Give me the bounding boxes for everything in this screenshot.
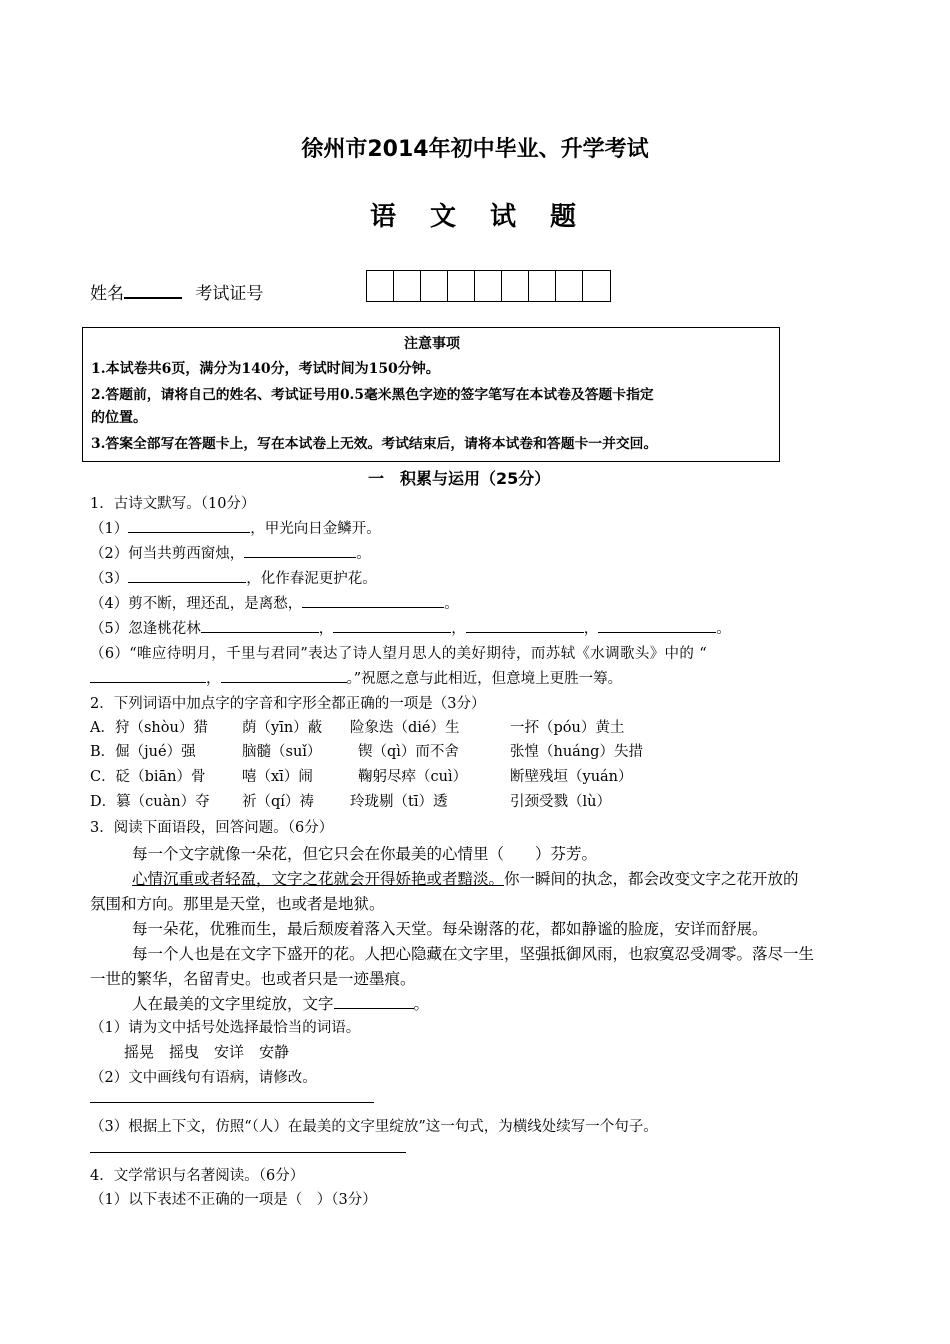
answer-blank[interactable] xyxy=(334,993,414,1009)
answer-blank[interactable] xyxy=(128,567,246,583)
exam-title: 徐州市2014年初中毕业、升学考试 xyxy=(301,137,649,162)
q2-option-b-1[interactable]: B．倔（jué）强 xyxy=(90,744,196,760)
notice-line-3: 的位置。 xyxy=(91,410,147,426)
q3-sub1: （1）请为文中括号处选择最恰当的词语。 xyxy=(90,1020,361,1036)
section-title: 一 积累与运用（25分） xyxy=(368,469,551,488)
q3-para1: 每一个文字就像一朵花，但它只会在你最美的心情里（ ）芬芳。 xyxy=(132,845,598,863)
q1-p6-end: 。”祝愿之意与此相近，但意境上更胜一筹。 xyxy=(346,671,623,687)
q2-option-a-4: 一抔（póu）黄土 xyxy=(510,720,625,736)
q1-p5-text: （5）忽逢桃花林 xyxy=(90,621,201,637)
id-box[interactable] xyxy=(502,271,529,301)
id-box[interactable] xyxy=(475,271,502,301)
q2-option-c-2: 嘻（xī）闹 xyxy=(242,769,313,785)
q2-stem: 2．下列词语中加点字的字音和字形全都正确的一项是（3分） xyxy=(90,696,486,712)
q2-option-d-3: 玲珑剔（tī）透 xyxy=(350,794,448,810)
name-blank[interactable] xyxy=(124,282,182,299)
q4-stem: 4．文学常识与名著阅读。（6分） xyxy=(90,1168,305,1184)
q1-part4 xyxy=(90,592,459,613)
comma: ， xyxy=(583,621,599,637)
notice-line-1: 1.本试卷共6页，满分为140分，考试时间为150分钟。 xyxy=(91,361,440,377)
answer-blank[interactable] xyxy=(598,617,716,633)
notice-heading: 注意事项 xyxy=(404,336,460,352)
id-box[interactable] xyxy=(556,271,583,301)
q1-part2 xyxy=(90,542,371,563)
q2-option-c-4: 断壁残垣（yuán） xyxy=(510,769,633,785)
comma: ， xyxy=(318,621,334,637)
q1-part5 xyxy=(90,617,731,638)
q2-option-d-1[interactable]: D．篡（cuàn）夺 xyxy=(90,794,210,810)
q3-para5-start: 人在最美的文字里绽放，文字 xyxy=(132,995,334,1013)
notice-line-2: 2.答题前，请将自己的姓名、考试证号用0.5毫米黑色字迹的签字笔写在本试卷及答题卡指定 xyxy=(91,387,654,403)
q2-option-a-3: 险象迭（dié）生 xyxy=(350,720,460,736)
q1-part1 xyxy=(90,517,381,538)
id-box[interactable] xyxy=(394,271,421,301)
name-field xyxy=(90,279,263,304)
id-box[interactable] xyxy=(583,271,610,301)
q2-option-b-3: 锲（qì）而不舍 xyxy=(358,744,459,760)
q1-p1-text: ，甲光向日金鳞开。 xyxy=(250,521,381,537)
q3-para4-line1: 每一个人也是在文字下盛开的花。人把心隐藏在文字里，坚强抵御风雨，也寂寞忍受凋零。落尽一生 xyxy=(132,945,815,963)
q2-option-c-3: 鞠躬尽瘁（cuì） xyxy=(358,769,468,785)
subject-title: 语 文 试 题 xyxy=(369,202,580,232)
q2-option-b-2: 脑髓（suǐ） xyxy=(242,744,322,760)
name-label: 姓名 xyxy=(90,284,124,304)
id-number-boxes[interactable] xyxy=(366,270,611,302)
q4-sub1: （1）以下表述不正确的一项是（ ）（3分） xyxy=(90,1192,377,1208)
q3-para4-line2: 一世的繁华，名留青史。也或者只是一迹墨痕。 xyxy=(90,970,416,988)
answer-blank[interactable] xyxy=(302,592,444,608)
q3-options: 摇晃 摇曳 安详 安静 xyxy=(124,1043,290,1061)
q2-option-d-2: 祈（qí）祷 xyxy=(242,794,314,810)
q2-option-b-4: 张惶（huáng）失措 xyxy=(510,744,643,760)
q2-option-a-2: 荫（yīn）蔽 xyxy=(242,720,323,736)
q3-para3: 每一朵花，优雅而生，最后颓废着落入天堂。每朵谢落的花，都如静谧的脸庞，安详而舒展。 xyxy=(132,920,768,938)
q3-sub3: （3）根据上下文，仿照“（人）在最美的文字里绽放”这一句式，为横线处续写一个句子。 xyxy=(90,1119,658,1135)
q2-option-c-1[interactable]: C．砭（biān）骨 xyxy=(90,769,206,785)
id-label: 考试证号 xyxy=(195,284,264,304)
q1-p2-end: 。 xyxy=(356,546,371,562)
answer-blank[interactable] xyxy=(333,617,451,633)
q3-underlined-sentence: 心情沉重或者轻盈，文字之花就会开得娇艳或者黯淡。 xyxy=(132,870,505,888)
answer-blank[interactable] xyxy=(128,517,250,533)
q1-p3-num: （3） xyxy=(90,571,129,587)
q3-para5-end: 。 xyxy=(413,995,430,1013)
period: 。 xyxy=(716,621,731,637)
q3-para2-rest: 你一瞬间的执念，都会改变文字之花开放的 xyxy=(504,870,799,888)
q1-stem: 1．古诗文默写。（10分） xyxy=(90,496,256,512)
q2-option-d-4: 引颈受戮（lù） xyxy=(510,794,611,810)
answer-blank[interactable] xyxy=(90,667,206,683)
notice-box xyxy=(82,327,780,462)
q3-para2-line2: 氛围和方向。那里是天堂，也或者是地狱。 xyxy=(90,895,385,913)
id-box[interactable] xyxy=(367,271,394,301)
answer-blank[interactable] xyxy=(244,542,356,558)
q1-part6-line1: （6）“唯应待明月，千里与君同”表达了诗人望月思人的美好期待，而苏轼《水调歌头》中的 “ xyxy=(90,646,707,662)
q1-p4-text: （4）剪不断，理还乱，是离愁， xyxy=(90,596,303,612)
q3-para2-line1 xyxy=(132,867,799,889)
q3-sub2: （2）文中画线句有语病，请修改。 xyxy=(90,1070,317,1086)
comma: ， xyxy=(206,671,221,687)
q2-option-a-1[interactable]: A．狩（shòu）猎 xyxy=(90,720,208,736)
q3-stem: 3．阅读下面语段，回答问题。（6分） xyxy=(90,820,334,836)
answer-blank[interactable] xyxy=(201,617,319,633)
notice-line-4: 3.答案全部写在答题卡上，写在本试卷上无效。考试结束后，请将本试卷和答题卡一并交回。 xyxy=(91,436,658,452)
answer-blank[interactable] xyxy=(466,617,584,633)
q1-part3 xyxy=(90,567,377,588)
id-box[interactable] xyxy=(421,271,448,301)
id-box[interactable] xyxy=(529,271,556,301)
comma: ， xyxy=(451,621,466,637)
answer-line[interactable] xyxy=(90,1102,374,1103)
q3-para5 xyxy=(132,992,429,1014)
q1-p1-num: （1） xyxy=(90,521,129,537)
q1-part6-line2 xyxy=(90,667,622,688)
answer-blank[interactable] xyxy=(221,667,347,683)
id-box[interactable] xyxy=(448,271,475,301)
answer-line[interactable] xyxy=(90,1152,406,1153)
q1-p4-end: 。 xyxy=(444,596,459,612)
q1-p2-text: （2）何当共剪西窗烛， xyxy=(90,546,245,562)
q1-p3-text: ，化作春泥更护花。 xyxy=(246,571,377,587)
